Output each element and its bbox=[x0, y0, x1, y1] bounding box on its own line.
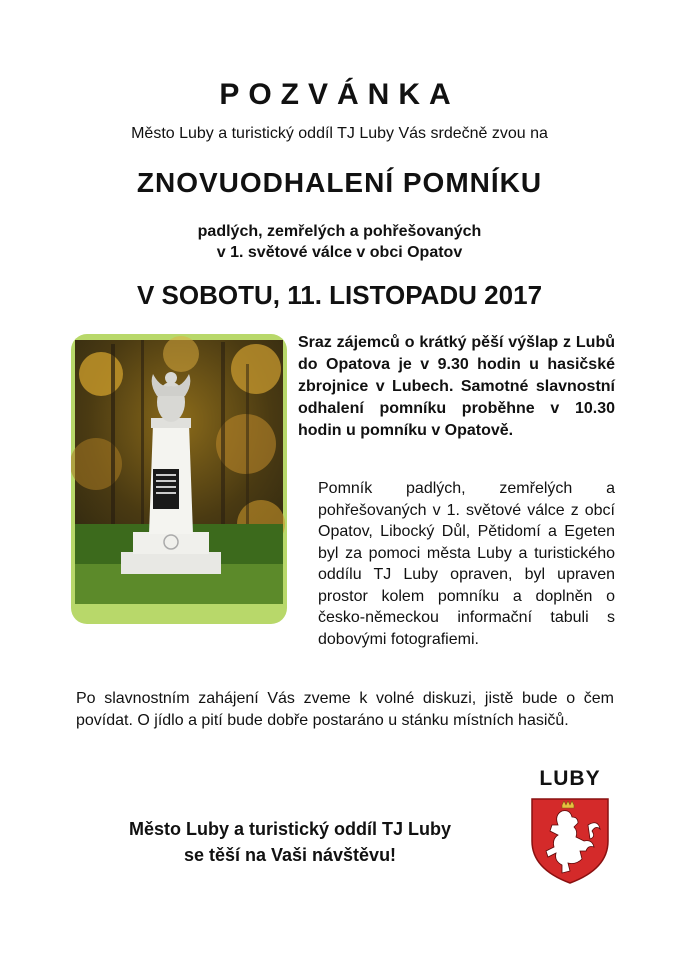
event-date: V SOBOTU, 11. LISTOPADU 2017 bbox=[136, 280, 543, 310]
event-headline: ZNOVUODHALENÍ POMNÍKU bbox=[136, 167, 543, 198]
coat-of-arms-lion-icon bbox=[528, 795, 612, 885]
memorial-photo bbox=[71, 334, 287, 624]
coat-of-arms-label: LUBY bbox=[539, 767, 601, 790]
closing-paragraph: Po slavnostním zahájení Vás zveme k volné diskuzi, jistě bude o čem povídat. O jídlo a pití bude dobře postaráno u stánku místních hasičů. bbox=[76, 690, 614, 729]
footer-line-2: se těší na Vaši návštěvu! bbox=[183, 845, 397, 865]
invitation-title: POZVÁNKA bbox=[219, 78, 460, 111]
organizers-line: Město Luby a turistický oddíl TJ Luby Vás srdečně zvou na bbox=[131, 125, 548, 142]
footer-line-1: Město Luby a turistický oddíl TJ Luby bbox=[128, 819, 452, 839]
memorial-description: Pomník padlých, zemřelých a pohřešovaných v 1. světové válce z obcí Opatov, Libocký Důl, Pětidomí a Egeten byl za pomoci města Luby a turistického oddílu TJ Luby opraven, byl upraven prostor kolem pomníku a doplněn o česko-německou informační tabuli s dobovými fotografiemi. bbox=[318, 480, 615, 648]
event-subline-1: padlých, zemřelých a pohřešovaných bbox=[197, 223, 482, 240]
meeting-info: Sraz zájemců o krátký pěší výšlap z Lubů do Opatova je v 9.30 hodin u hasičské zbrojnice v Lubech. Samotné slavnostní odhalení pomníku proběhne v 10.30 hodin u pomníku v Opatově. bbox=[298, 334, 615, 439]
event-subline-2: v 1. světové válce v obci Opatov bbox=[216, 244, 463, 261]
